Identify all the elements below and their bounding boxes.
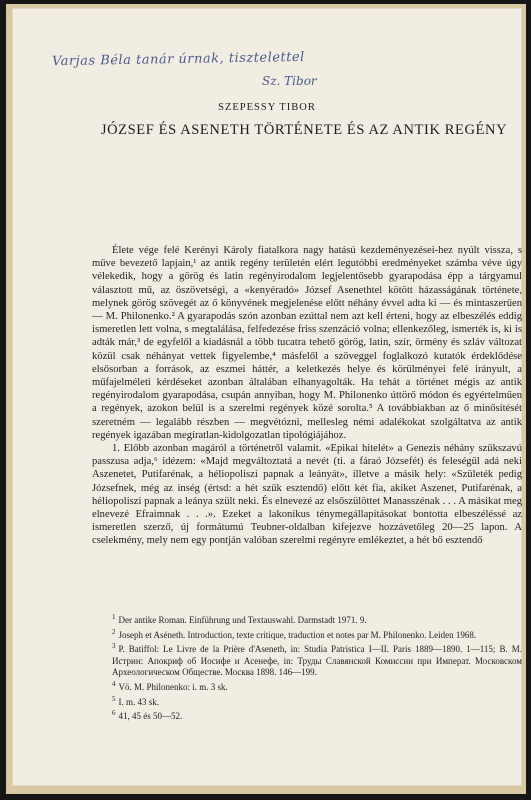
footnote: $^1$ Der antike Roman. Einführung und Textauswahl. Darmstadt 1971. 9.: [112, 613, 367, 625]
dedication-text: Varjas Béla tanár úrnak, tisztelettel: [51, 49, 305, 70]
footnotes: [112, 612, 522, 723]
signature: Sz. Tibor: [262, 74, 317, 88]
footnote: $^6$ 41, 45 és 50—52.: [112, 709, 183, 722]
handwritten-dedication: [51, 49, 332, 92]
footnote: $^5$ I. m. 43 sk.: [112, 694, 159, 707]
footnote: $^2$ Joseph et Aséneth. Introduction, texte critique, traduction et notes par M. Philonenko. Leiden 1968.: [112, 627, 477, 640]
footnote: $^4$ Vö. M. Philonenko: i. m. 3 sk.: [112, 679, 228, 692]
article-body: [92, 244, 522, 548]
article-title: JÓZSEF ÉS ASENETH TÖRTÉNETE ÉS AZ ANTIK REGÉNY: [100, 122, 508, 138]
paragraph-section-1: 1. Előbb azonban magáról a történetről valamit. «Epikai hitelét» a Genezis néhány szűkszavú passzusa adja,⁶ idézem: «Majd megváltoztatá a nevét (ti. a fáraó Józsefét) és feleségül adá neki Aszenetet, Putifarénak, a héliopoliszi papnak a leányát», illetve a másik hely: «Születék pedig Józsefnek, még az inség (értsd: a hét szűk esztendő) előtt két fia, akiket Aszenet, Putifarénak, a héliopoliszi papnak a leánya szült neki. És elnevezé az elsőszülöttet Manasszénak . . . A másikat meg elnevezé Efraimnak . . .». Ezeket a lakonikus ténymegállapításokat bontotta elbeszéléssé az ismeretlen szerző, új formátumú Teubner-oldalban kifejezve hozzávetőleg 20—25 lapon. A cselekmény, mely nem egy pontján valóban szerelmi regényre emlékeztet, a hét bő esztendő: [92, 443, 522, 547]
document-page: [12, 8, 522, 786]
footnote: $^3$ P. Batiffol: Le Livre de la Prière d'Aseneth, in: Studia Patristica I—II. Paris 1889—1890. 1—115; В. М. Истрин: Апокриф об Иосифе и Асенефе, in: Труды Славянской Комиссии при Императ. Московском Археологическом Обществе. Москва 1898. 146—199.: [112, 642, 522, 678]
author-name: SZEPESSY TIBOR: [218, 102, 316, 113]
paragraph-intro: Élete vége felé Kerényi Károly fiatalkora nagy hatású kezdeményezései-hez nyúlt vissza, s műve bevezető lapjain,¹ az antik regény területén elért legutóbbi eredményeket számba véve úgy vélekedik, hogy a görög és latin regényirodalom legjelentősebb gyarapodása épp a tárgyamul választott mű, az öszövetségi, a «kenyéradó» József Asenethtel kötött házasságának története, melynek görög szövegét az ő könyvének megjelenése előtt néhány évvel adta ki — és mintaszerűen — M. Philonenko.² A gyarapodás szón azonban ezúttal nem azt kell érteni, hogy az elbeszélés eddig ismeretlen lett volna, s megtalálása, felfedezése friss szenzáció volna; ellenkezőleg, ismerték is, ki is adták már,³ de egyfelől a kiadásnál a több tucatra tehető görög, latin, szír, örmény és szláv változat közül csak néhányat vettek figyelembe,⁴ másfelől a szöveggel foglalkozó kutatók érdeklődése elsősorban a források, az eszmei háttér, a keletkezés helye és körülményei felé irányult, a műfajelméleti kérdéseket azonban általában elhanyagolták. Ha tehát a történet mégis az antik regényirodalom gyarapodása, csupán annyiban, hogy M. Philonenko úttörő módon és egyértelműen a regények, azokon belül is a szerelmi regények közé sorolta.⁵ A továbbiakban az ő minősítését szeretném — legalább részben — megvétózni, mellesleg némi adalékokat szolgáltatva az antik regények igazában megíratlan-kidolgozatlan tipológiájához.: [92, 245, 522, 441]
